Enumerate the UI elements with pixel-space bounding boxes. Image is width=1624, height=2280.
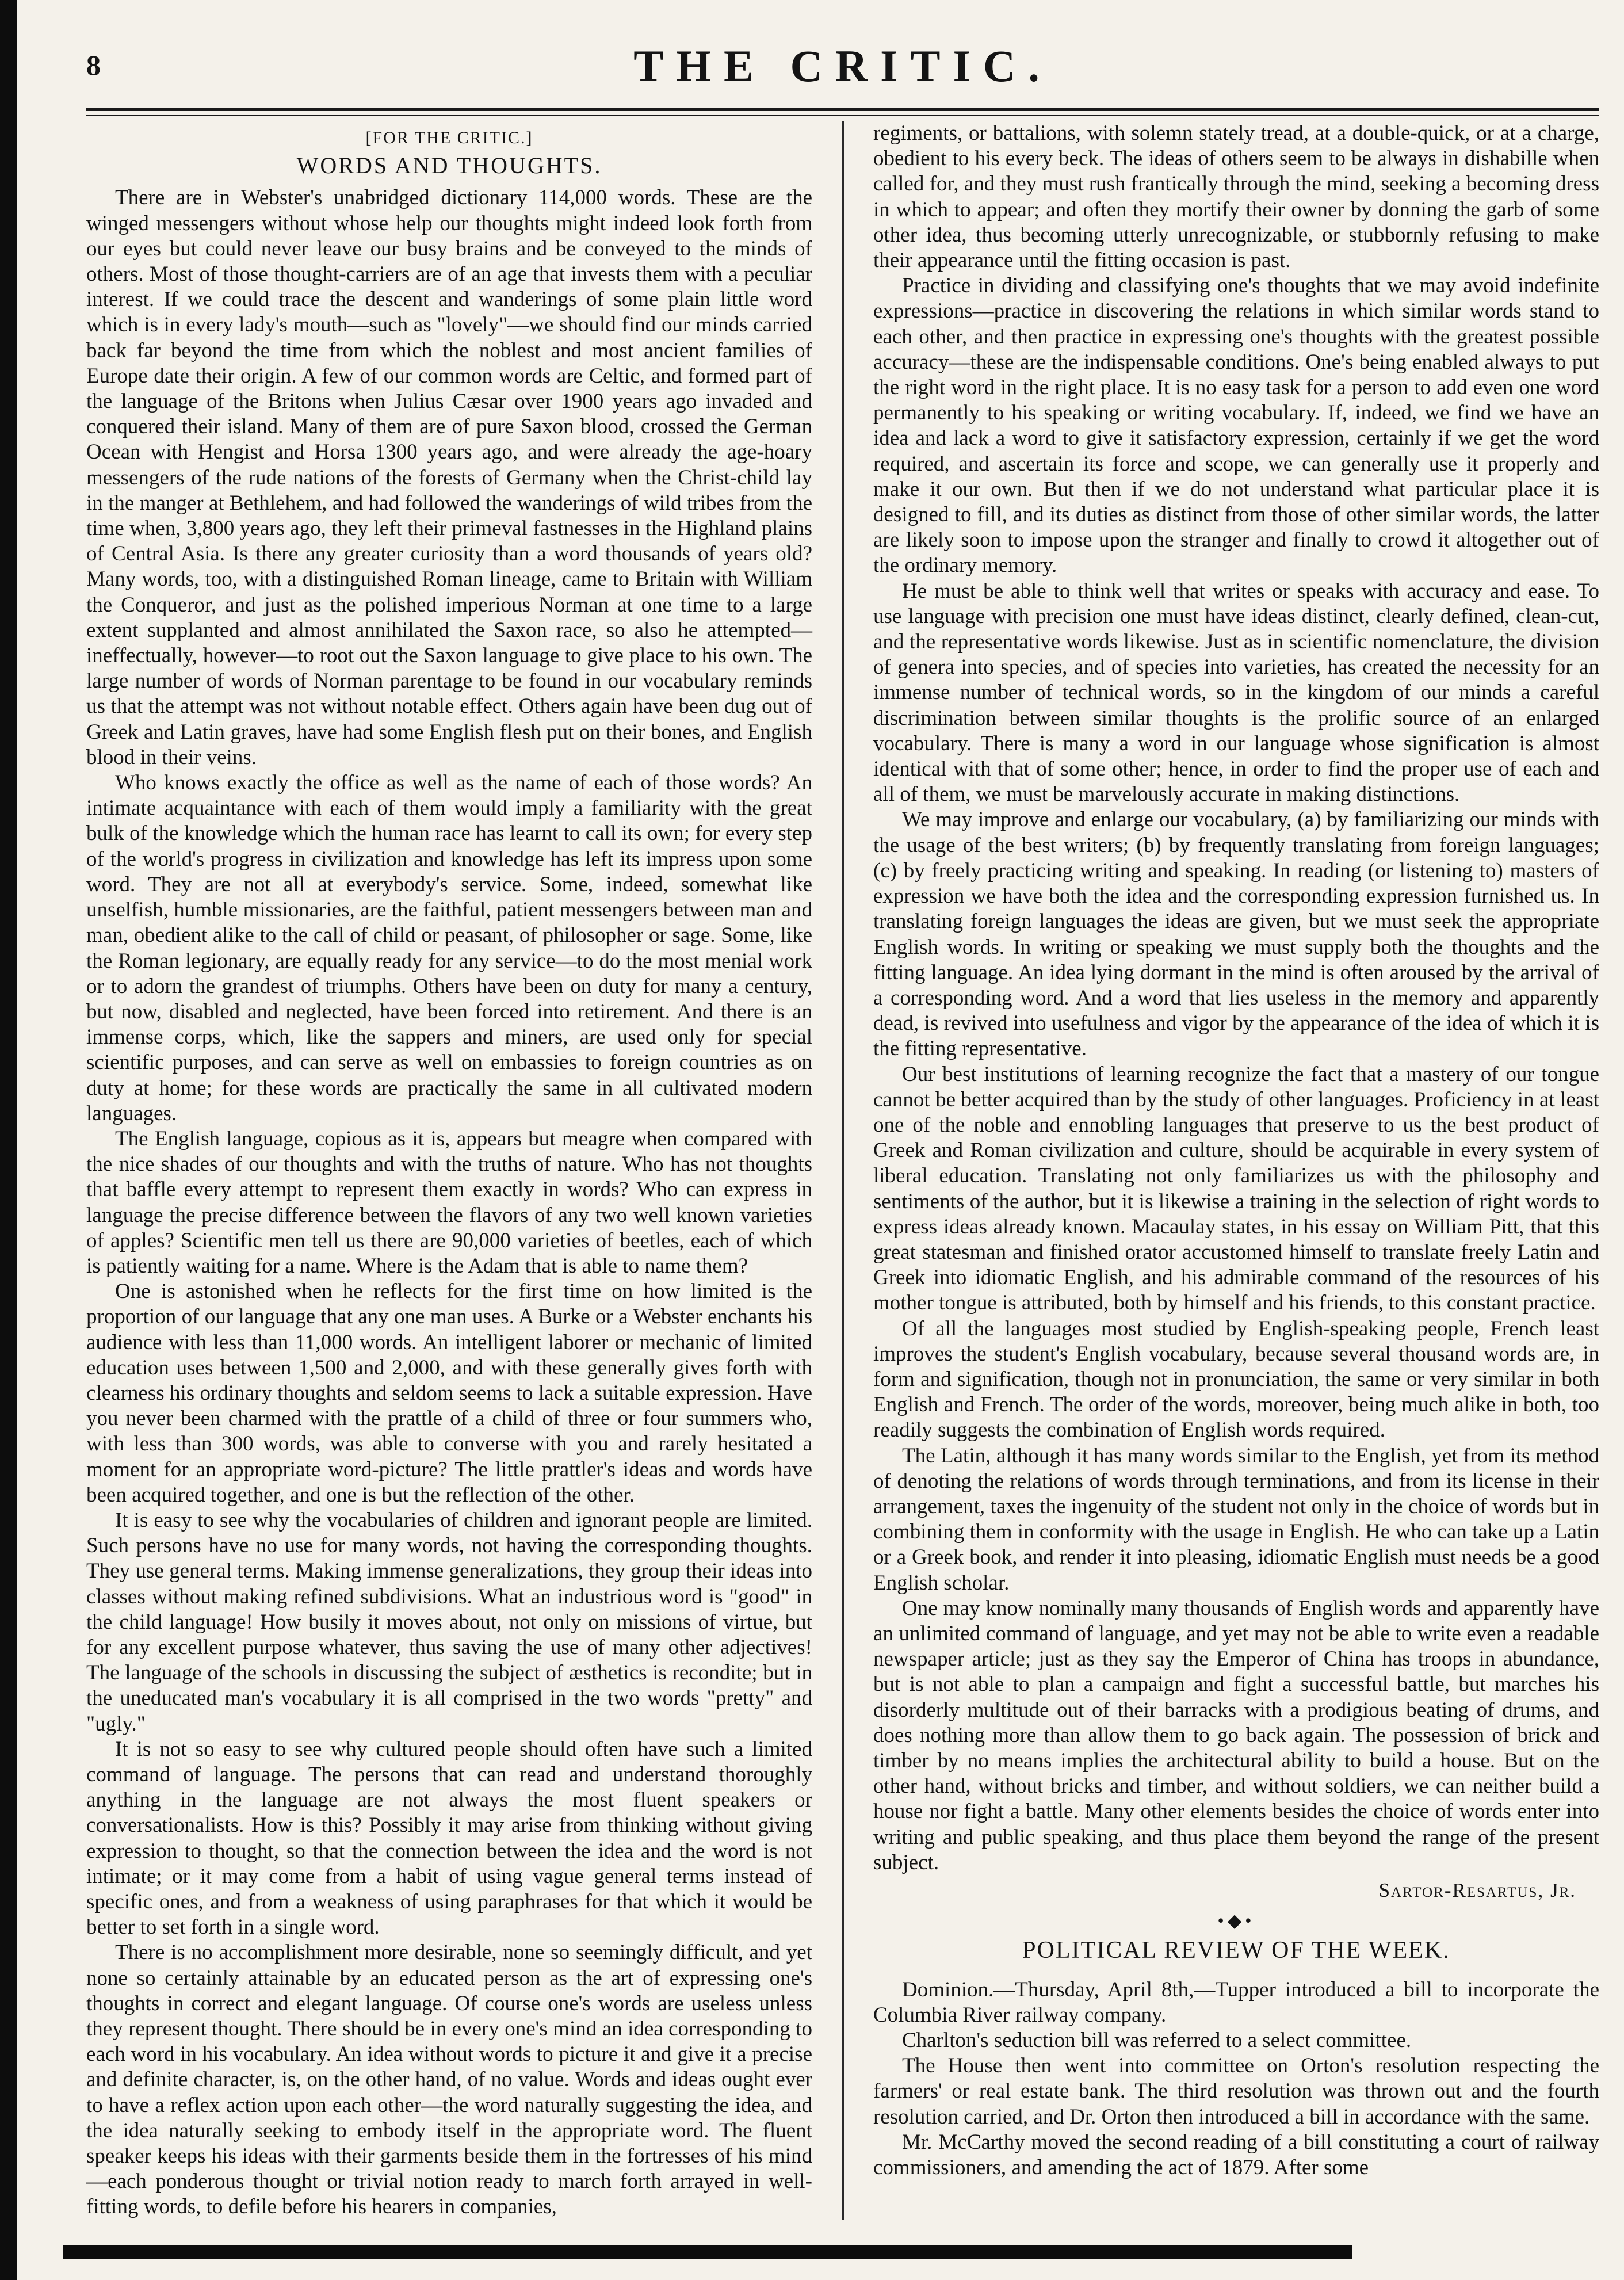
article-tagline: [FOR THE CRITIC.] [365, 128, 533, 147]
paper-title: THE CRITIC. [633, 41, 1052, 91]
masthead [86, 40, 1599, 104]
article-paragraph: We may improve and enlarge our vocabulary, (a) by familiarizing our minds with the usage of the best writers; (b) by frequently translating from foreign languages; (c) by freely practicing writing and speaking. In reading (or listening to) masters of expression we have both the idea and the corresponding expression furnished us. In translating foreign languages the ideas are given, but we must seek the appropriate English words. In writing or speaking we must supply both the thoughts and the fitting language. An idea lying dormant in the mind is often aroused by the arrival of a corresponding word. And a word that lies useless in the memory and apparently dead, is revived into usefulness and vigor by the appearance of the idea of which it is the fitting representative. [873, 808, 1599, 1061]
masthead-rule-thin [86, 115, 1599, 116]
article-paragraph: The English language, copious as it is, appears but meagre when compared with the nice shades of our thoughts and with the truths of nature. Who has not thoughts that baffle every attempt to represent them exactly in words? Who can express in language the precise difference between the flavors of any two well known varieties of apples? Scientific men tell us there are 90,000 varieties of beetles, each of which is patiently waiting for a name. Where is the Adam that is able to name them? [86, 1126, 812, 1278]
review-paragraph: Charlton's seduction bill was referred to a select committee. [902, 2029, 1412, 2053]
article-paragraph: It is not so easy to see why cultured people should often have such a limited command of language. The persons that can read and understand thoroughly anything in the language are not always the most fluent speakers or conversationalists. How is this? Possibly it may arise from thinking without giving expression to thought, so that the connection between the idea and the word is not intimate; or it may come from a habit of using vague general terms instead of specific ones, and from a weakness of using paraphrases for that which it would be better to set forth in a single word. [86, 1737, 812, 1939]
article-paragraph: Of all the languages most studied by English-speaking people, French least improves the student's English vocabulary, because several thousand words are, in form and signification, though not in pronunciation, the same or very similar in both English and French. The order of the words, moreover, being much alike in both, too readily suggests the combination of English words required. [873, 1316, 1599, 1442]
article-paragraph: Who knows exactly the office as well as the name of each of those words? An intimate acquaintance with each of them would imply a familiarity with the great bulk of the knowledge which the human race has learnt to call its own; for every step of the world's progress in civilization and knowledge has left its impress upon some word. They are not all at everybody's service. Some, indeed, somewhat like unselfish, humble missionaries, are the faithful, patient messengers between man and man, obedient alike to the call of child or peasant, of philosopher or sage. Some, like the Roman legionary, are equally ready for any service—to do the most menial work or to adorn the grandest of triumphs. Others have been on duty for many a century, but now, disabled and neglected, have been forced into retirement. And there is an immense corps, which, like the sappers and miners, are used only for special scientific purposes, and can serve as well on embassies to foreign countries as on duty at home; for these words are practically the same in all cultivated modern languages. [86, 771, 812, 1125]
left-edge-bar [0, 0, 17, 2280]
article-paragraph: One is astonished when he reflects for the first time on how limited is the proportion of our language that any one man uses. A Burke or a Webster enchants his audience with less than 11,000 words. An intelligent laborer or mechanic of limited education uses between 1,500 and 2,000, and with these generally gives forth with clearness his ordinary thoughts and seldom seems to lack a suitable expression. Have you never been charmed with the prattle of a child of three or four summers who, with less than 300 words, was able to converse with you and rarely hesitated a moment for an appropriate word-picture? The little prattler's ideas and words have been acquired together, and one is but the reflection of the other. [86, 1280, 812, 1507]
columns [86, 121, 1599, 2220]
review-heading: POLITICAL REVIEW OF THE WEEK. [1022, 1937, 1450, 1964]
newspaper-page [86, 40, 1599, 2220]
right-column [873, 121, 1599, 2220]
article-paragraph: There is no accomplishment more desirable, none so seemingly difficult, and yet none so certainly attainable by an educated person as the art of expressing one's thoughts in correct and elegant language. Of course one's words are useless unless they represent thought. There should be in every one's mind an idea corresponding to each word in his vocabulary. An idea without words to picture it and give it a precise and definite character, is, on the other hand, of no value. Words and ideas ought ever to have a reflex action upon each other—the word naturally suggesting the idea, and the idea naturally seeking to embody itself in the appropriate word. The fluent speaker keeps his ideas with their garments beside them in the fortresses of his mind—each ponderous thought or trivial notion ready to march forth arrayed in well-fitting words, to defile before his hearers in companies, [86, 1941, 812, 2219]
review-paragraph: Mr. McCarthy moved the second reading of a bill constituting a court of railway commissioners, and amending the act of 1879. After some [873, 2130, 1599, 2180]
article-paragraph: Practice in dividing and classifying one's thoughts that we may avoid indefinite expressions—practice in discovering the relations in which similar words stand to each other, and then practice in expressing one's thoughts with the greatest possible accuracy—these are the indispensable conditions. One's being enabled always to put the right word in the right place. It is no easy task for a person to add even one word permanently to his speaking or writing vocabulary. If, indeed, we find we have an idea and lack a word to give it satisfactory expression, certainly if we get the word required, and ascertain its force and scope, we can generally use it properly and make it our own. But then if we do not understand what particular place it is designed to fill, and its duties as distinct from those of other similar words, the latter are likely soon to impose upon the stranger and finally to crowd it altogether out of the ordinary memory. [873, 274, 1599, 578]
article-paragraph: He must be able to think well that writes or speaks with accuracy and ease. To use language with precision one must have ideas distinct, clearly defined, clean-cut, and the representative words likewise. Just as in scientific nomenclature, the division of genera into species, and of species into varieties, has created the necessity for an immense number of technical words, so in the kingdom of our minds a careful discrimination between similar thoughts is the prolific source of an enlarged vocabulary. There is many a word in our language whose signification is almost identical with that of some other; hence, in order to find the proper use of each and all of them, we must be marvelously accurate in making distinctions. [873, 579, 1599, 807]
article-paragraph: There are in Webster's unabridged dictionary 114,000 words. These are the winged messengers without whose help our thoughts might indeed look forth from our eyes but could never leave our busy brains and be conveyed to the minds of others. Most of those thought-carriers are of an age that invests them with a peculiar interest. If we could trace the descent and wanderings of some plain little word which is in every lady's mouth—such as "lovely"—we should find our minds carried back far beyond the time from which the noblest and most ancient families of Europe date their origin. A few of our common words are Celtic, and formed part of the language of the Britons when Julius Cæsar over 1900 years ago invaded and conquered their island. Many of them are of pure Saxon blood, crossed the German Ocean with Hengist and Horsa 1300 years ago, and were already the age-hoary messengers of the rude nations of the forests of Germany when the Christ-child lay in the manger at Bethlehem, and had followed the wanderings of wild tribes from the time when, 3,800 years ago, they left their primeval fastnesses in the Highland plains of Central Asia. Is there any greater curiosity than a word thousands of years old? Many words, too, with a distinguished Roman lineage, came to Britain with William the Conqueror, and just as the polished imperious Norman at one time to a large extent supplanted and almost annihilated the Saxon race, so also he attempted—ineffectually, however—to root out the Saxon language to give place to his own. The large number of words of Norman parentage to be found in our vocabulary reminds us that the attempt was not without notable effect. Others again have been dug out of Greek and Latin graves, have had some English flesh put on their bones, and English blood in their veins. [86, 186, 812, 769]
article-paragraph: One may know nominally many thousands of English words and apparently have an unlimited command of language, and yet may not be able to write even a readable newspaper article; just as they say the Emperor of China has troops in abundance, but is not able to plan a campaign and fight a successful battle, but marches his disorderly multitude out of their barracks with a prodigious beating of drums, and does nothing more than allow them to go back again. The possession of brick and timber by no means implies the architectural ability to build a house. But on the other hand, without bricks and timber, and without soldiers, we can neither build a house nor fight a battle. Many other elements besides the choice of words enter into writing and public speaking, and thus place them beyond the range of the present subject. [873, 1596, 1599, 1874]
review-paragraph: Dominion.—Thursday, April 8th,—Tupper introduced a bill to incorporate the Columbia River railway company. [873, 1977, 1599, 2027]
article-paragraph: Our best institutions of learning recognize the fact that a mastery of our tongue cannot be better acquired than by the study of other languages. Proficiency in at least one of the noble and ennobling languages that preserve to us the best product of Greek and Roman civilization and culture, should be acquirable in every system of liberal education. Translating not only familiarizes us with the philosophy and sentiments of the author, but it is likewise a training in the selection of right words to express ideas already known. Macaulay states, in his essay on William Pitt, that this great statesman and finished orator accustomed himself to translate freely Latin and Greek into idiomatic English, and his admirable command of the resources of his mother tongue is attributed, both by himself and his friends, to this constant practice. [873, 1062, 1599, 1315]
article-headline: WORDS AND THOUGHTS. [296, 152, 602, 179]
column-divider [842, 121, 844, 2220]
masthead-rule [86, 108, 1599, 111]
article-paragraph: regiments, or battalions, with solemn stately tread, at a double-quick, or at a charge, obedient to his every beck. The ideas of others seem to be always in dishabille when called for, and they must rush frantically through the mind, seeking a becoming dress in which to appear; and often they mortify their owner by donning the garb of some other idea, thus becoming utterly unrecognizable, or stubbornly refusing to make their appearance until the fitting occasion is past. [873, 121, 1599, 273]
article-paragraph: The Latin, although it has many words similar to the English, yet from its method of denoting the relations of words through terminations, and from its license in their arrangement, taxes the ingenuity of the student not only in the choice of words but in combining them in conformity with the usage in English. He who can take up a Latin or a Greek book, and render it into pleasing, idiomatic English must needs be a good English scholar. [873, 1443, 1599, 1595]
article-signature: Sartor-Resartus, Jr. [1378, 1879, 1576, 1902]
bottom-edge-bar [63, 2245, 1352, 2259]
review-paragraph: The House then went into committee on Orton's resolution respecting the farmers' or real estate bank. The third resolution was thrown out and the fourth resolution carried, and Dr. Orton then introduced a bill in accordance with the same. [873, 2054, 1599, 2129]
left-column [86, 121, 812, 2220]
page-number: 8 [86, 49, 101, 81]
section-ornament: •◆• [1217, 1910, 1255, 1931]
article-paragraph: It is easy to see why the vocabularies of children and ignorant people are limited. Such persons have no use for many words, not having the corresponding thoughts. They use general terms. Making immense generalizations, they group their ideas into classes without making refined subdivisions. What an industrious word is "good" in the child language! How busily it moves about, not only on missions of virtue, but for any excellent purpose whatever, thus saving the use of many other adjectives! The language of the schools in discussing the subject of æsthetics is recondite; but in the uneducated man's vocabulary it is all comprised in the two words "pretty" and "ugly." [86, 1508, 812, 1736]
